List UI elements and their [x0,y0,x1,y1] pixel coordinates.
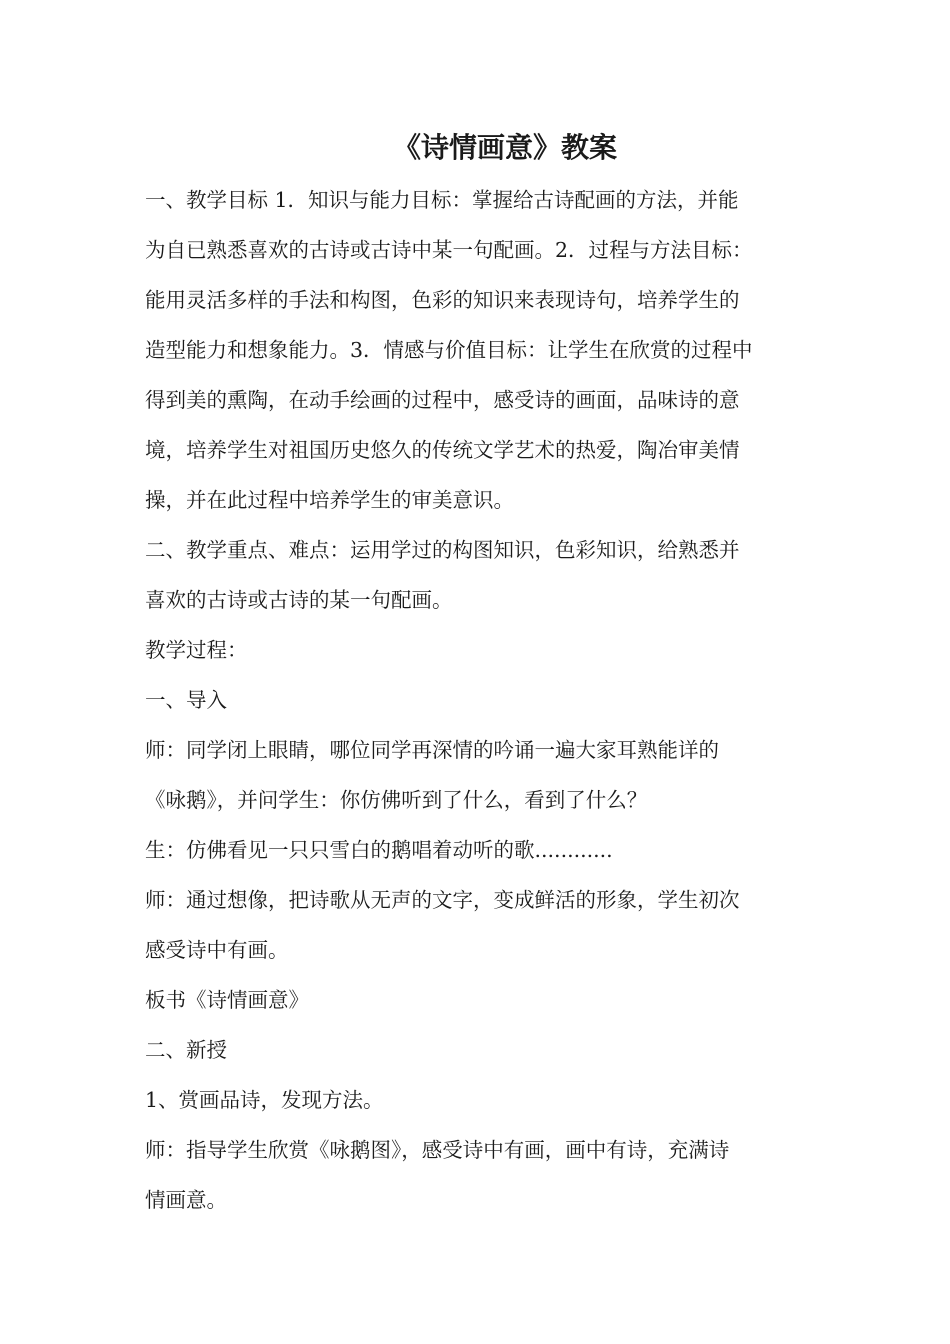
text-line: 造型能力和想象能力。3．情感与价值目标：让学生在欣赏的过程中 [145,338,753,362]
text-line: 师：通过想像，把诗歌从无声的文字，变成鲜活的形象，学生初次 [145,888,740,912]
text-line: 师：同学闭上眼睛，哪位同学再深情的吟诵一遍大家耳熟能详的 [145,738,719,762]
text-line: 一、教学目标 1．知识与能力目标：掌握给古诗配画的方法，并能 [145,188,739,212]
text-line: 一、导入 [145,688,227,712]
text-line: 1、赏画品诗，发现方法。 [145,1088,384,1112]
text-line: 二、教学重点、难点：运用学过的构图知识，色彩知识，给熟悉并 [145,538,740,562]
text-line: 板书《诗情画意》 [145,988,309,1012]
text-line: 师：指导学生欣赏《咏鹅图》，感受诗中有画，画中有诗，充满诗 [145,1138,730,1162]
text-line: 教学过程： [145,638,248,662]
text-line: 情画意。 [145,1188,227,1212]
document-title: 《诗情画意》教案 [392,131,617,164]
text-line: 能用灵活多样的手法和构图，色彩的知识来表现诗句，培养学生的 [145,288,740,312]
text-line: 得到美的熏陶，在动手绘画的过程中，感受诗的画面，品味诗的意 [145,388,740,412]
text-line: 《咏鹅》，并问学生：你仿佛听到了什么，看到了什么？ [145,788,648,812]
text-line: 境，培养学生对祖国历史悠久的传统文学艺术的热爱，陶冶审美情 [145,438,740,462]
document-body [145,175,810,1225]
text-line: 二、新授 [145,1038,227,1062]
text-line: 生：仿佛看见一只只雪白的鹅唱着动听的歌............ [145,838,613,862]
text-line: 操，并在此过程中培养学生的审美意识。 [145,488,514,512]
text-line: 为自已熟悉喜欢的古诗或古诗中某一句配画。2．过程与方法目标： [145,238,753,262]
text-line: 感受诗中有画。 [145,938,289,962]
text-line: 喜欢的古诗或古诗的某一句配画。 [145,588,453,612]
